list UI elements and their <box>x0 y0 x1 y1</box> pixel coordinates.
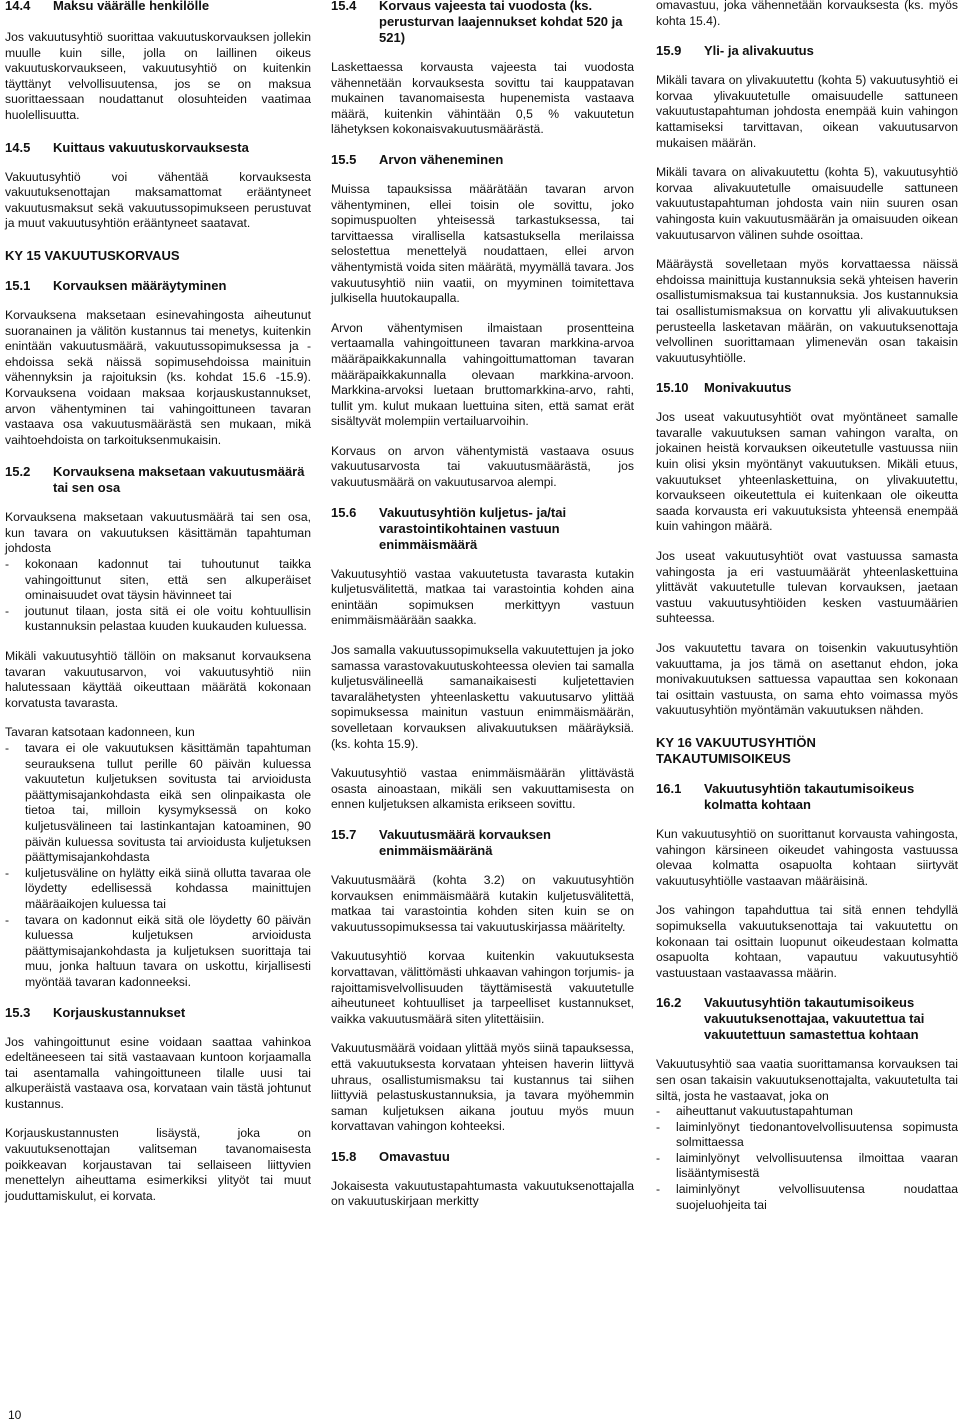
section-title: Kuittaus vakuutuskorvauksesta <box>53 139 249 155</box>
section-number: 15.4 <box>331 0 357 13</box>
section-heading-15-1 <box>5 278 311 294</box>
list-item: - aiheuttanut vakuutustapahtuman <box>656 1104 958 1120</box>
section-heading-15-2 <box>5 464 311 496</box>
bullet-list <box>5 557 311 635</box>
list-item: - kokonaan kadonnut tai tuhoutunut taikka vahingoittunut siten, että sen alkuperäiset ominaisuudet ovat täysin hävinneet tai <box>5 557 311 604</box>
section-heading-14-4 <box>5 0 311 14</box>
section-heading-15-9 <box>656 43 958 59</box>
section-heading-15-5 <box>331 152 634 168</box>
section-number: 16.2 <box>656 995 682 1011</box>
section-heading-16-1 <box>656 781 958 813</box>
section-number: 14.4 <box>5 0 31 13</box>
list-item: - kuljetusväline on hylätty eikä siinä ollutta tavaraa ole löydetty edellisessä kohdassa mainittujen määräaikojen kuluessa tai <box>5 866 311 913</box>
section-title: Yli- ja alivakuutus <box>704 43 814 59</box>
list-item: - laiminlyönyt velvollisuutensa noudattaa suojeluohjeita tai <box>656 1182 958 1213</box>
section-heading-15-10 <box>656 380 958 396</box>
paragraph: omavastuu, joka vähennetään korvauksesta (ks. myös kohta 15.4). <box>656 0 958 28</box>
section-number: 15.6 <box>331 504 357 520</box>
section-title: Korvaus vajeesta tai vuodosta (ks. perusturvan laajennukset kohdat 520 ja 521) <box>379 0 623 45</box>
bullet-list <box>5 741 311 991</box>
section-title: Vakuutusyhtiön kuljetus- ja/tai varastointikohtainen vastuun enimmäismäärä <box>379 504 567 552</box>
bullet-list <box>656 1104 958 1213</box>
chapter-heading-ky15: KY 15 VAKUUTUSKORVAUS <box>5 247 180 263</box>
paragraph: Vakuutusyhtiö vastaa vakuutetusta tavarasta kutakin kuljetusvälitettä, matkaa tai varastointia kohden aina enintään sopimuksen merkittyyn vastuun enimmäismäärään saakka. <box>331 566 634 628</box>
section-title: Korvauksen määräytyminen <box>53 277 227 293</box>
section-title: Korjauskustannukset <box>53 1004 186 1020</box>
list-item: - laiminlyönyt velvollisuutensa ilmoittaa vaaran lisääntymisestä <box>656 1151 958 1182</box>
paragraph: Vakuutusmäärä (kohta 3.2) on vakuutusyhtiön korvauksen enimmäismäärä kutakin kuljetusvälitettä, matkaa tai varastointia kohden siten kuin se on vakuutussopimuksessa tai vakuutuskirjassa määritelty. <box>331 872 634 934</box>
section-title: Maksu väärälle henkilölle <box>53 0 210 13</box>
section-number: 15.7 <box>331 826 357 842</box>
paragraph: Korjauskustannusten lisäystä, joka on vakuutuksenottajan valitseman tavanomaisesta poikkeavan korjaustavan tai sellaiseen liittyvien menettelyn aiheuttama esimerkiksi ylityöt tai muut jouduttamiskulut, ei korvata. <box>5 1126 311 1203</box>
paragraph: Vakuutusyhtiö voi vähentää korvauksesta vakuutuksenottajan maksamattomat erääntyneet vakuutusmaksut sekä vakuutussopimukseen perustuvat ja muut vakuutusyhtiön erääntyneet saatavat. <box>5 169 311 231</box>
section-heading-15-6 <box>331 505 634 553</box>
section-heading-15-7 <box>331 827 634 859</box>
section-number: 15.3 <box>5 1004 31 1020</box>
paragraph: Kun vakuutusyhtiö on suorittanut korvausta vahingosta, vahingon kärsineen oikeudet vahingosta vastuussa olevaa kolmatta osapuolta kohtaan siirtyvät vakuutusyhtiölle vastaavan määräisinä. <box>656 826 958 888</box>
section-title: Monivakuutus <box>704 380 792 396</box>
paragraph: Jokaisesta vakuutustapahtumasta vakuutuksenottajalla on vakuutuskirjaan merkitty <box>331 1178 634 1209</box>
section-heading-15-4 <box>331 0 634 46</box>
paragraph: Vakuutusmäärä voidaan ylittää myös siinä tapauksessa, että vakuutuksesta korvataan yhteisen haverin liittyvä uhraus, osallistumismaksu tai kustannus tai siihen liittyviä pelastuskustannuksia, ja tavara myöhemmin saman kuljetuksen aikana joutuu myös muun korvattavan vahingon kohteeksi. <box>331 1041 634 1134</box>
section-heading-16-2 <box>656 995 958 1043</box>
section-heading-15-8 <box>331 1149 634 1165</box>
section-number: 15.5 <box>331 151 357 167</box>
page-number: 10 <box>8 1408 22 1422</box>
paragraph: Mikäli tavara on ylivakuutettu (kohta 5) vakuutusyhtiö ei korvaa ylivakuutetulle omaisuudelle sattuneen vakuutustapahtuman johdosta enempää kuin vahingon kattamiseksi tarvittavan, oikean vakuutusarvon mukaisen määrän. <box>656 73 958 150</box>
paragraph: Laskettaessa korvausta vajeesta tai vuodosta vähennetään korvauksesta sovittu tai kauppatavan mukainen tavanomaisesta hupenemista vastaava määrä, kuitenkin vähintään 0,5 % vakuutetun lähetyksen kokonaisvakuutusmäärästä. <box>331 60 634 137</box>
section-number: 15.1 <box>5 277 31 293</box>
paragraph: Jos useat vakuutusyhtiöt ovat myöntäneet samalle tavaralle vakuutuksen saman vahingon varalta, on jokainen heistä korvauksen oikeutetulle vastuussa niin kuin olisi yksin myöntänyt vakuutuksen. Mikäli etuus, vakuutukset yhteenlaskettuina, on ylivakuutettu, korvaukseen oikeutettula ei kuitenkaan ole oikeutta saada korvausta eri vakuutuksista yhteensä enempää kuin vahingon määrä. <box>656 410 958 534</box>
section-number: 15.2 <box>5 464 31 480</box>
section-heading-15-3 <box>5 1005 311 1021</box>
section-number: 15.9 <box>656 43 682 59</box>
list-item: - tavara ei ole vakuutuksen käsittämän tapahtuman seurauksena tullut perille 60 päivän kuluessa vakuutetun kuljetuksen sovitusta tai arvioidusta päättymisajankohdasta eikä sen olinpaikasta ole tietoa tai, milloin kysymyksessä on koko kuljetusvälineen tai lastinkantajan katoaminen, 90 päivän kuluessa sovitusta tai arvioidusta kuljetuksen päättymisajankohdasta <box>5 741 311 866</box>
section-title: Korvauksena maksetaan vakuutusmäärä tai sen osa <box>53 464 305 496</box>
section-number: 14.5 <box>5 139 31 155</box>
paragraph: Arvon vähentymisen ilmaistaan prosentteina vertaamalla vahingoittuneen tavaran markkina-arvoa määräpaikkakunnalla vahingoittumattoman tavaran määräpaikkakunnalla olevaan markkina-arvoon. Markkina-arvoksi luetaan bruttomarkkina-arvo, rahti, tullit ym. kulut mukaan luettuina siten, että samat erät sisältyvät molempiin vertailuarvoihin. <box>331 320 634 429</box>
list-item: - joutunut tilaan, josta sitä ei ole voitu kohtuullisin kustannuksin pelastaa kuuden kuukauden kuluessa. <box>5 604 311 635</box>
paragraph: Jos vakuutettu tavara on toisenkin vakuutusyhtiön vakuuttama, ja jos tämä on asettanut ehdon, joka monivakuutuksen sattuessa vapauttaa sen kokonaan tai osittain vastuusta, on sama ehto voimassa myös vakuutusyhtiön myöntämän vakuutuksen nähden. <box>656 641 958 718</box>
paragraph: Jos vahingon tapahduttua tai sitä ennen tehdyllä sopimuksella vakuutuksenottaja tai vakuutettu on kokonaan tai osittain luopunut oikeudestaan kolmatta osapuolta kohtaan, vapautuu vakuutusyhtiö vastuustaan vastaavassa määrin. <box>656 903 958 980</box>
section-number: 15.8 <box>331 1148 357 1164</box>
paragraph: Tavaran katsotaan kadonneen, kun <box>5 725 195 740</box>
paragraph: Mikäli vakuutusyhtiö tällöin on maksanut korvauksena tavaran vakuutusarvon, voi vakuutusyhtiö niin halutessaan käyttää oikeuttaan määrätä kokonaan korvatusta tavarasta. <box>5 649 311 710</box>
paragraph: Jos vahingoittunut esine voidaan saattaa vahinkoa edeltäneeseen tai sitä vastaavaan kuntoon korjaamalla tai asentamalla vahingoittuneen tilalle uusi tai alkuperäistä vastaava osa, korvataan vain tästä johtunut kustannus. <box>5 1034 311 1111</box>
paragraph: Muissa tapauksissa määrätään tavaran arvon vähentyminen, ellei toisin ole sovittu, joko sopimuspuolten yhteisessä tarkastuksessa, tai tarvittaessa virallisella katsastuksella merilaissa selostettua menettelyä noudattaen, ellei arvon vähentymistä voida siten määrätä, myymällä tavara. Jos vakuutusyhtiö niin vaatii, on myyminen toimitettava julkisella huutokaupalla. <box>331 181 634 306</box>
paragraph: Vakuutusyhtiö vastaa enimmäismäärän ylittävästä osasta ainoastaan, mikäli sen vakuuttamisesta on ennen kuljetuksen alkamista erikseen sovittu. <box>331 766 634 812</box>
paragraph: Korvauksena maksetaan vakuutusmäärä tai sen osa, kun tavara on vakuutuksen käsittämän tapahtuman johdosta <box>5 510 311 556</box>
section-title: Vakuutusyhtiön takautumisoikeus kolmatta kohtaan <box>704 780 915 812</box>
column-3 <box>656 0 958 1213</box>
paragraph: Jos useat vakuutusyhtiöt ovat vastuussa samasta vahingosta ja eri vastuumäärät yhteenlaskettuina ylittävät vakuutetulle tulevan korvauksen, jaetaan vastuu vakuutusyhtiöiden kesken vastuumäärien suhteessa. <box>656 549 958 626</box>
paragraph: Vakuutusyhtiö korvaa kuitenkin vakuutuksesta korvattavan, välittömästi uhkaavan vahingon torjumis- ja rajoittamisvelvollisuuden täyttämisestä vakuutetulle aiheutuneet kohtuulliset ja tarpeelliset kustannukset, vaikka vakuutusmäärä siten ylitettäisiin. <box>331 949 634 1026</box>
paragraph: Vakuutusyhtiö saa vaatia suorittamansa korvauksen tai sen osan takaisin vakuutuksenottajalta, vakuutetulta tai siltä, josta he vastaavat, joka on <box>656 1057 958 1103</box>
section-number: 15.10 <box>656 380 689 396</box>
chapter-heading-ky16: KY 16 VAKUUTUSYHTIÖN TAKAUTUMISOIKEUS <box>656 734 816 766</box>
paragraph: Jos vakuutusyhtiö suorittaa vakuutuskorvauksen jollekin muulle kuin sille, jolla on laillinen oikeus vakuutuskorvaukseen, vakuutusyhtiö on kuitenkin täyttänyt velvollisuutensa, jos se on maksua suorittaessaan noudattanut olosuhteiden vaatimaa huolellisuutta. <box>5 30 311 122</box>
list-item: - laiminlyönyt tiedonantovelvollisuutensa sopimusta solmittaessa <box>656 1120 958 1151</box>
paragraph: Jos samalla vakuutussopimuksella vakuutettujen ja joko samassa varastovakuutuskohteessa olevien tai samalla kuljetusvälineellä samanaikaisesti kuljetettavien tavaralähetysten yhteenlaskettu vakuutusarvo ylittää sopimuksessa mainitun vastuun enimmäismäärän, sovelletaan korvauksen alivakuutuksen määräyksiä. (ks. kohta 15.9). <box>331 643 634 751</box>
section-heading-14-5 <box>5 140 311 156</box>
section-title: Arvon väheneminen <box>379 151 504 167</box>
paragraph: Korvauksena maksetaan esinevahingosta aiheutunut suoranainen ja välitön kustannus tai menetys, kuitenkin enintään vakuutusmäärä, vakuutussopimuksessa ja -ehdoissa sekä näissä sopimusehdoissa mainituin vähennyksin ja rajoituksin (ks. kohdat 15.6 -15.9). Korvauksena voidaan maksaa korjauskustannukset, arvon vähentyminen tai vahingoittuneen tavaran vastaava osa vakuutusmäärästä sen mukaan, mikä vaihtoehdoista on tarkoituksenmukaisin. <box>5 307 311 447</box>
section-title: Vakuutusyhtiön takautumisoikeus vakuutuksenottajaa, vakuutettua tai vakuutettuun samastettua kohtaan <box>704 995 925 1043</box>
paragraph: Määräystä sovelletaan myös korvattaessa näissä ehdoissa mainittuja kustannuksia sekä yhteisen haverin osallistumismaksua tai kustannuksia. Jos kustannuksia tai osallistumismaksua on korvattu yli alivakuutuksen perusteella lasketavan määrän, on vakuutuksenottaja velvollinen suorittamaan ylimenevän osan takaisin vakuutusyhtiölle. <box>656 257 958 365</box>
section-title: Omavastuu <box>379 1148 450 1164</box>
column-2 <box>331 0 634 1210</box>
column-1 <box>5 0 311 1204</box>
paragraph: Korvaus on arvon vähentymistä vastaava osuus vakuutusarvosta tai vakuutusmäärästä, jos vakuutusmäärä on vakuutusarvoa alempi. <box>331 443 634 490</box>
section-title: Vakuutusmäärä korvauksen enimmäismääränä <box>379 826 551 858</box>
paragraph: Mikäli tavara on alivakuutettu (kohta 5), vakuutusyhtiö korvaa alivakuutetulle omaisuudelle sattuneen vakuutustapahtuman johdosta vain niin suuren osan vahingosta kuin vakuutusmäärän ja omaisuuden oikean vakuutusarvon välinen suhde osoittaa. <box>656 165 958 242</box>
list-item: - tavara on kadonnut eikä sitä ole löydetty 60 päivän kuluessa kuljetuksen arvioidusta päättymisajankohdasta ja kuljetuksen suorittaja tai muu, jonka haltuun tavara on uskottu, kirjallisesti myöntää tavaran kadonneeksi. <box>5 913 311 991</box>
section-number: 16.1 <box>656 780 682 796</box>
